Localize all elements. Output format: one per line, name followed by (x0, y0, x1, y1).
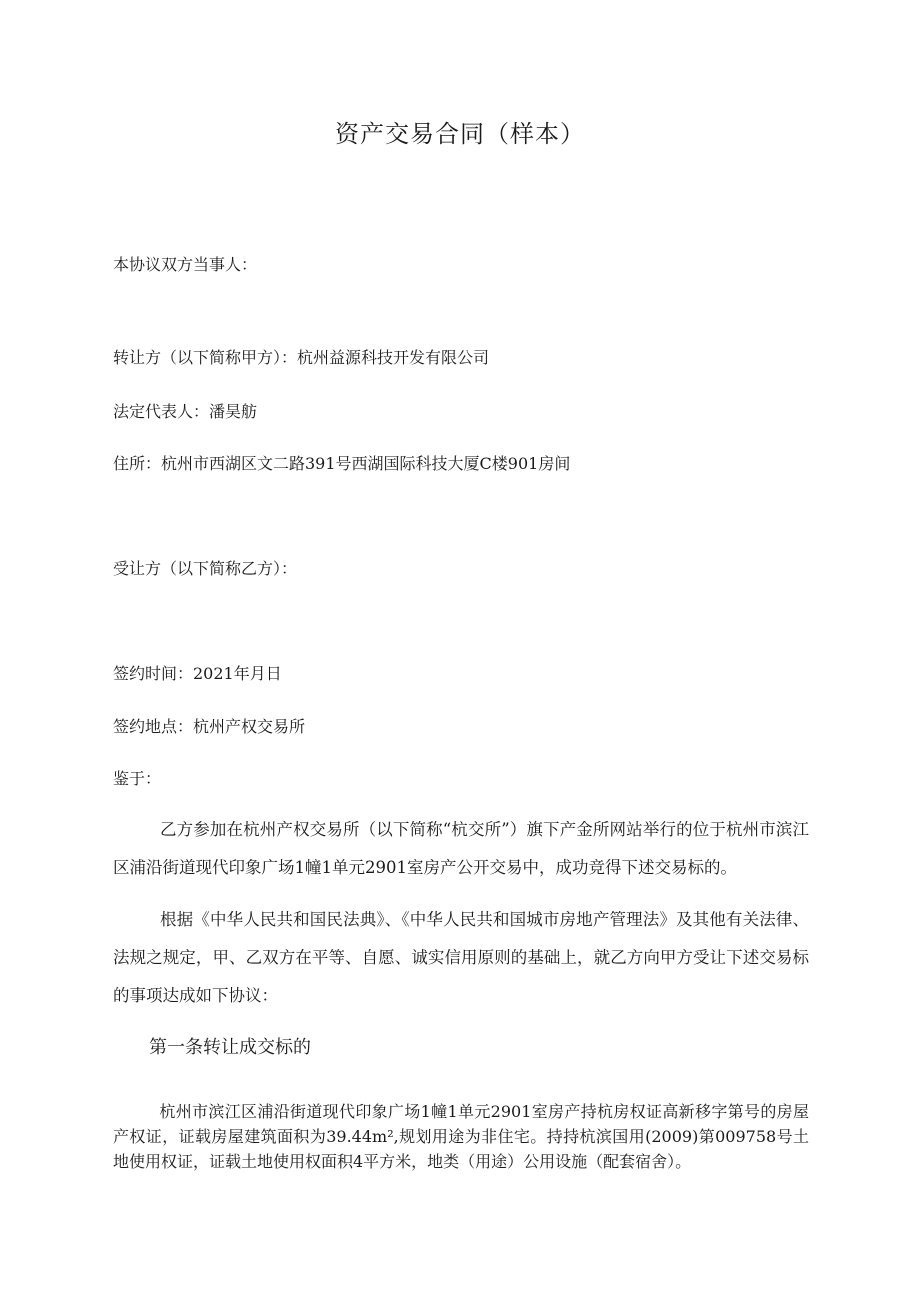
paragraph-legal-basis: 根据《中华人民共和国民法典》、《中华人民共和国城市房地产管理法》及其他有关法律、法规之规定，甲、乙双方在平等、自愿、诚实信用原则的基础上，就乙方向甲方受让下述交易标的事项达成如下协议： (113, 910, 809, 1005)
whereas-line: 鉴于： (113, 769, 162, 788)
paragraph-auction: 乙方参加在杭州产权交易所（以下简称“杭交所”）旗下产金所网站举行的位于杭州市滨江区浦沿街道现代印象广场1幢1单元2901室房产公开交易中，成功竞得下述交易标的。 (113, 820, 809, 877)
signing-place-line: 签约地点：杭州产权交易所 (113, 717, 306, 736)
article-1-heading: 第一条转让成交标的 (149, 1037, 311, 1058)
article-1-body: 杭州市滨江区浦沿街道现代印象广场1幢1单元2901室房产持杭房权证高新移字第号的房屋产权证，证载房屋建筑面积为39.44m²,规划用途为非住宅。持持杭滨国用(2009)第009758号土地使用权证，证载土地使用权面积4平方米，地类（用途）公用设施（配套宿舍）。 (113, 1102, 809, 1171)
signing-time-line: 签约时间：2021年月日 (113, 664, 282, 683)
legal-representative-line: 法定代表人：潘昊舫 (113, 402, 258, 421)
transferor-line: 转让方（以下简称甲方）：杭州益源科技开发有限公司 (113, 348, 490, 367)
document-title: 资产交易合同（样本） (335, 120, 585, 148)
address-line: 住所：杭州市西湖区文二路391号西湖国际科技大厦C楼901房间 (113, 454, 571, 473)
parties-intro: 本协议双方当事人： (113, 255, 258, 274)
transferee-line: 受让方（以下简称乙方）： (113, 559, 298, 578)
